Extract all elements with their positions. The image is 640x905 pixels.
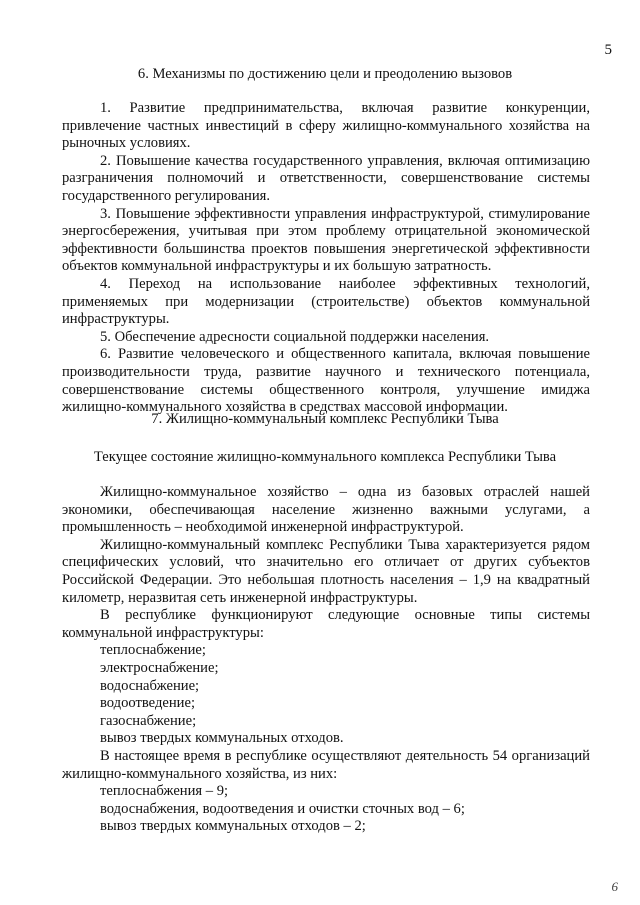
section-7-body bbox=[62, 484, 590, 836]
paragraph: 5. Обеспечение адресности социальной поддержки населения. bbox=[100, 328, 490, 345]
list-item: вывоз твердых коммунальных отходов. bbox=[100, 730, 344, 747]
paragraph: 4. Переход на использование наиболее эффективных технологий, применяемых при модернизации (строительстве) объектов коммунальной инфраструктуры. bbox=[62, 275, 590, 328]
section-6-heading: 6. Механизмы по достижению цели и преодолению вызовов bbox=[137, 66, 513, 82]
list-item: газоснабжение; bbox=[100, 712, 197, 729]
paragraph: В республике функционируют следующие основные типы системы коммунальной инфраструктуры: bbox=[62, 607, 590, 641]
paragraph: Жилищно-коммунальное хозяйство – одна из базовых отраслей нашей экономики, обеспечивающая население жизненно важными услугами, а промышленность – необходимой инженерной инфраструктурой. bbox=[62, 484, 590, 536]
paragraph: Жилищно-коммунальный комплекс Республики Тыва характеризуется рядом специфических условий, что значительно его отличает от других субъектов Российской Федерации. Это небольшая плотность населения – 1,9 на квадратный километр, неразвитая сеть инженерной инфраструктуры. bbox=[62, 536, 590, 606]
list-item: вывоз твердых коммунальных отходов – 2; bbox=[100, 818, 366, 835]
corner-mark: 6 bbox=[611, 879, 618, 894]
paragraph: В настоящее время в республике осуществляют деятельность 54 организаций жилищно-коммунального хозяйства, из них: bbox=[62, 747, 590, 782]
list-item: водоснабжения, водоотведения и очистки сточных вод – 6; bbox=[100, 800, 465, 817]
list-item: водоотведение; bbox=[100, 695, 196, 712]
section-6-body bbox=[62, 100, 590, 417]
section-7-subheading: Текущее состояние жилищно-коммунального комплекса Республики Тыва bbox=[93, 449, 557, 465]
list-item: водоснабжение; bbox=[100, 677, 200, 694]
list-item: теплоснабжение; bbox=[100, 642, 206, 659]
list-item: электроснабжение; bbox=[100, 659, 219, 676]
page-number: 5 bbox=[604, 42, 612, 58]
paragraph: 2. Повышение качества государственного управления, включая оптимизацию разграничения полномочий и ответственности, совершенствование системы государственного регулирования. bbox=[62, 152, 590, 204]
paragraph: 6. Развитие человеческого и общественного капитала, включая повышение производительности труда, развитие научного и технического потенциала, совершенствование системы общественного контроля, улучшение имиджа жилищно-коммунального хозяйства в средствах массовой информации. bbox=[62, 346, 590, 416]
section-7-heading: 7. Жилищно-коммунальный комплекс Республики Тыва bbox=[151, 411, 499, 427]
list-item: теплоснабжения – 9; bbox=[100, 783, 229, 800]
paragraph: 1. Развитие предпринимательства, включая развитие конкуренции, привлечение частных инвестиций в сферу жилищно-коммунального хозяйства на рыночных условиях. bbox=[62, 100, 590, 152]
paragraph: 3. Повышение эффективности управления инфраструктурой, стимулирование энергосбережения, учитывая при этом проблему отрицательной экономической эффективности большинства проектов повышения энергетической эффективности объектов коммунальной инфраструктуры и их большую затратность. bbox=[62, 205, 590, 275]
